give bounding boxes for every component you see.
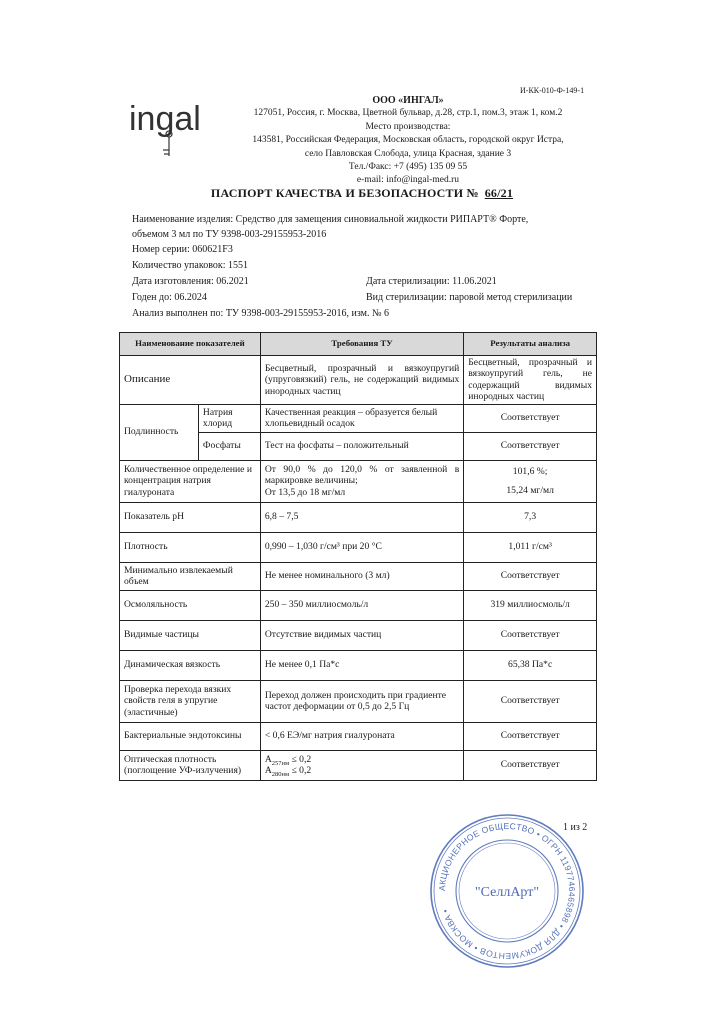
param-name: Видимые частицы bbox=[120, 620, 261, 650]
stamp-center-text: "СеллАрт" bbox=[474, 885, 540, 900]
table-row bbox=[120, 404, 597, 432]
param-requirement: Переход должен происходить при градиенте частот деформации от 0,5 до 2,5 Гц bbox=[260, 680, 463, 722]
absorbance-280: $A_{280нм} \le 0,2$ bbox=[264, 765, 312, 779]
param-result bbox=[464, 460, 597, 502]
param-result: Соответствует bbox=[464, 750, 597, 780]
manufacture-date: Дата изготовления: 06.2021 bbox=[132, 276, 249, 287]
company-header bbox=[238, 94, 578, 188]
param-requirement: Не менее номинального (3 мл) bbox=[260, 562, 463, 590]
ingal-logo bbox=[127, 96, 227, 158]
param-name: Бактериальные эндотоксины bbox=[120, 722, 261, 750]
company-stamp bbox=[428, 812, 586, 970]
analysis-standard: Анализ выполнен по: ТУ 9398-003-29155953-2016, изм. № 6 bbox=[132, 308, 390, 319]
param-requirement: Не менее 0,1 Па*с bbox=[260, 650, 463, 680]
absorbance-257: $A_{257нм} \le 0,2$ bbox=[264, 753, 312, 767]
table-row bbox=[120, 650, 597, 680]
param-requirement: 250 – 350 миллиосмоль/л bbox=[260, 590, 463, 620]
param-requirement: 6,8 – 7,5 bbox=[260, 502, 463, 532]
param-name: Осмоляльность bbox=[120, 590, 261, 620]
sterilization-date: Дата стерилизации: 11.06.2021 bbox=[366, 276, 497, 287]
param-result: 7,3 bbox=[464, 502, 597, 532]
table-row bbox=[120, 460, 597, 502]
param-result: 1,011 г/см³ bbox=[464, 532, 597, 562]
passport-number: 66/21 bbox=[484, 186, 514, 200]
param-name: Динамическая вязкость bbox=[120, 650, 261, 680]
logo-text: ingal bbox=[129, 100, 201, 138]
param-result: Соответствует bbox=[464, 404, 597, 432]
stamp-ring-text: АКЦИОНЕРНОЕ ОБЩЕСТВО • ОГРН 1197746465898 • ДЛЯ ДОКУМЕНТОВ • МОСКВА • bbox=[436, 820, 578, 962]
header-result: Результаты анализа bbox=[464, 333, 597, 356]
table-row bbox=[120, 356, 597, 405]
param-requirement: Отсутствие видимых частиц bbox=[260, 620, 463, 650]
table-row bbox=[120, 590, 597, 620]
param-requirement: < 0,6 ЕЭ/мг натрия гиалуроната bbox=[260, 722, 463, 750]
quality-table bbox=[119, 332, 597, 781]
param-name: Описание bbox=[120, 356, 261, 405]
param-requirement bbox=[260, 750, 463, 780]
param-requirement: Бесцветный, прозрачный и вязкоупругий (упруговязкий) гель, не содержащий видимых инородных частиц bbox=[260, 356, 463, 405]
header-parameter: Наименование показателей bbox=[120, 333, 261, 356]
requirement-percent: От 90,0 % до 120,0 % от заявленной в маркировке величины; bbox=[264, 464, 460, 487]
header-requirement: Требования ТУ bbox=[260, 333, 463, 356]
table-row bbox=[120, 502, 597, 532]
title-text: ПАСПОРТ КАЧЕСТВА И БЕЗОПАСНОСТИ № bbox=[210, 186, 479, 200]
param-result: 319 миллиосмоль/л bbox=[464, 590, 597, 620]
batch-number: Номер серии: 060621F3 bbox=[132, 244, 233, 255]
param-name: Показатель pH bbox=[120, 502, 261, 532]
param-name: Плотность bbox=[120, 532, 261, 562]
document-code: И-КК-010-Ф-149-1 bbox=[520, 86, 585, 95]
param-result: Соответствует bbox=[464, 432, 597, 460]
product-name-line2: объемом 3 мл по ТУ 9398-003-29155953-2016 bbox=[132, 229, 327, 240]
result-percent: 101,6 %; bbox=[512, 465, 548, 477]
param-result: 65,38 Па*с bbox=[464, 650, 597, 680]
table-header-row bbox=[120, 333, 597, 356]
param-name: Количественное определение и концентрация натрия гиалуроната bbox=[120, 460, 261, 502]
table-row bbox=[120, 562, 597, 590]
param-result: Соответствует bbox=[464, 562, 597, 590]
company-legal-address: 127051, Россия, г. Москва, Цветной бульвар, д.28, стр.1, пом.3, этаж 1, ком.2 bbox=[253, 108, 563, 119]
param-requirement: 0,990 – 1,030 г/см³ при 20 °С bbox=[260, 532, 463, 562]
page-number: 1 из 2 bbox=[563, 822, 588, 833]
production-address-line1: 143581, Российская Федерация, Московская область, городской округ Истра, bbox=[252, 135, 564, 146]
table-row bbox=[120, 750, 597, 780]
sterilization-type: Вид стерилизации: паровой метод стерилизации bbox=[366, 292, 573, 303]
table-row bbox=[120, 680, 597, 722]
param-result: Бесцветный, прозрачный и вязкоупругий гель, не содержащий видимых инородных частиц bbox=[464, 356, 597, 405]
table-row bbox=[120, 722, 597, 750]
param-result: Соответствует bbox=[464, 620, 597, 650]
production-address-line2: село Павловская Слобода, улица Красная, здание 3 bbox=[304, 148, 512, 159]
result-concentration: 15,24 мг/мл bbox=[506, 485, 554, 497]
param-requirement: Качественная реакция – образуется белый хлопьевидный осадок bbox=[260, 404, 463, 432]
param-requirement: Тест на фосфаты – положительный bbox=[260, 432, 463, 460]
company-name: ООО «ИНГАЛ» bbox=[372, 95, 444, 106]
package-count: Количество упаковок: 1551 bbox=[132, 260, 248, 271]
company-email: e-mail: info@ingal-med.ru bbox=[356, 175, 460, 186]
param-result: Соответствует bbox=[464, 680, 597, 722]
param-name: Проверка перехода вязких свойств геля в упругие (эластичные) bbox=[120, 680, 261, 722]
param-subname: Фосфаты bbox=[198, 432, 260, 460]
param-result: Соответствует bbox=[464, 722, 597, 750]
param-name: Минимально извлекаемый объем bbox=[120, 562, 261, 590]
company-phone: Тел./Факс: +7 (495) 135 09 55 bbox=[348, 162, 468, 173]
param-requirement bbox=[260, 460, 463, 502]
param-name: Подлинность bbox=[120, 404, 199, 460]
production-label: Место производства: bbox=[365, 121, 451, 132]
product-name-line1: Наименование изделия: Средство для замещения синовиальной жидкости РИПАРТ® Форте, bbox=[132, 214, 529, 225]
expiry-date: Годен до: 06.2024 bbox=[132, 292, 207, 303]
table-row bbox=[120, 620, 597, 650]
param-subname: Натрия хлорид bbox=[198, 404, 260, 432]
requirement-concentration: От 13,5 до 18 мг/мл bbox=[264, 486, 346, 498]
param-name: Оптическая плотность (поглощение УФ-излучения) bbox=[120, 750, 261, 780]
table-row bbox=[120, 532, 597, 562]
document-title bbox=[132, 186, 592, 201]
